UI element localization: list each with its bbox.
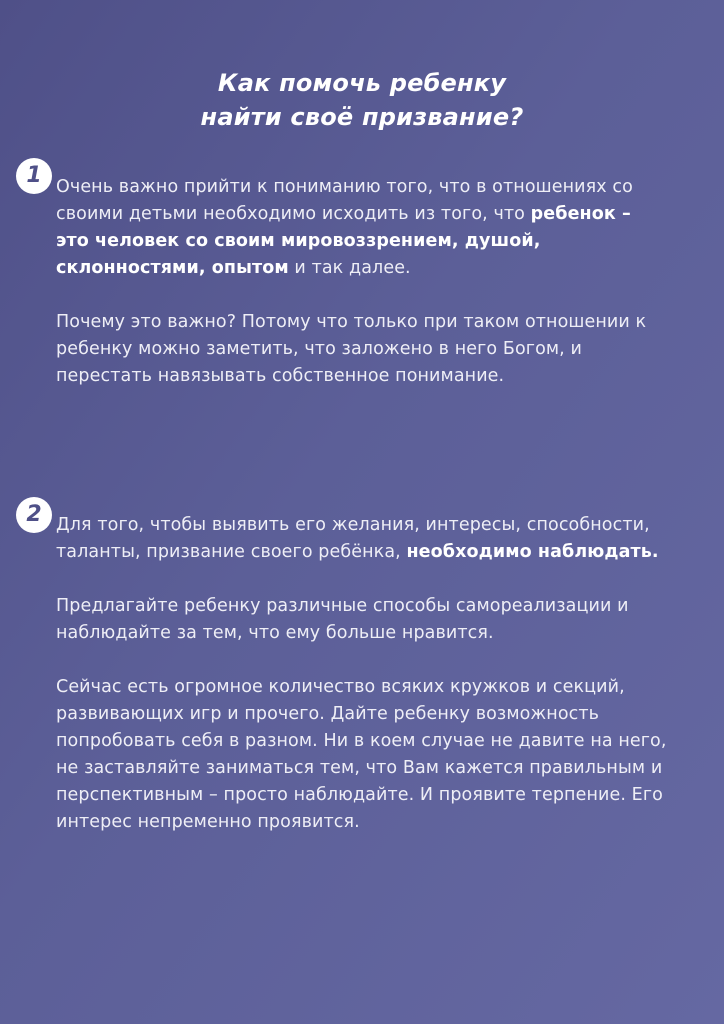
page-title-line-2: найти своё призвание?: [200, 103, 524, 131]
section-2-paragraph-1: [56, 512, 668, 566]
section-1-number-badge: [16, 158, 52, 194]
section-2-paragraph-3: Сейчас есть огромное количество всяких кружков и секций, развивающих игр и прочего. Дайте ребенку возможность попробовать себя в разном. Ни в коем случае не давите на него, не заставляйте заниматься тем, что Вам кажется правильным и перспективным – просто наблюдайте. И проявите терпение. Его интерес непременно проявится.: [56, 677, 667, 832]
section-1-p1-text-end: и так далее.: [288, 258, 411, 278]
section-1-number: 1: [26, 163, 42, 188]
page-title: [0, 66, 724, 134]
section-1-paragraph-1: [56, 174, 668, 282]
section-2-number-badge: [16, 497, 52, 533]
section-1-p1-text-start: Очень важно прийти к пониманию того, что в отношениях со своими детьми необходимо исходить из того, что: [56, 177, 633, 224]
section-1-paragraph-2: Почему это важно? Потому что только при таком отношении к ребенку можно заметить, что заложено в него Богом, и перестать навязывать собственное понимание.: [56, 312, 647, 386]
page-title-line-1: Как помочь ребенку: [217, 69, 507, 97]
section-2-p1-text: Для того, чтобы выявить его желания, интересы, способности, таланты, призвание своего ребёнка,: [56, 515, 650, 562]
section-1: [56, 174, 668, 390]
section-1-p1-bold: ребенок – это человек со своим мировоззрением, душой, склонностями, опытом: [56, 204, 631, 278]
section-2-paragraph-2: Предлагайте ребенку различные способы самореализации и наблюдайте за тем, что ему больше нравится.: [56, 596, 629, 643]
section-2-number: 2: [26, 502, 42, 527]
section-2-p1-bold: необходимо наблюдать.: [406, 542, 659, 562]
section-2: [56, 512, 668, 836]
